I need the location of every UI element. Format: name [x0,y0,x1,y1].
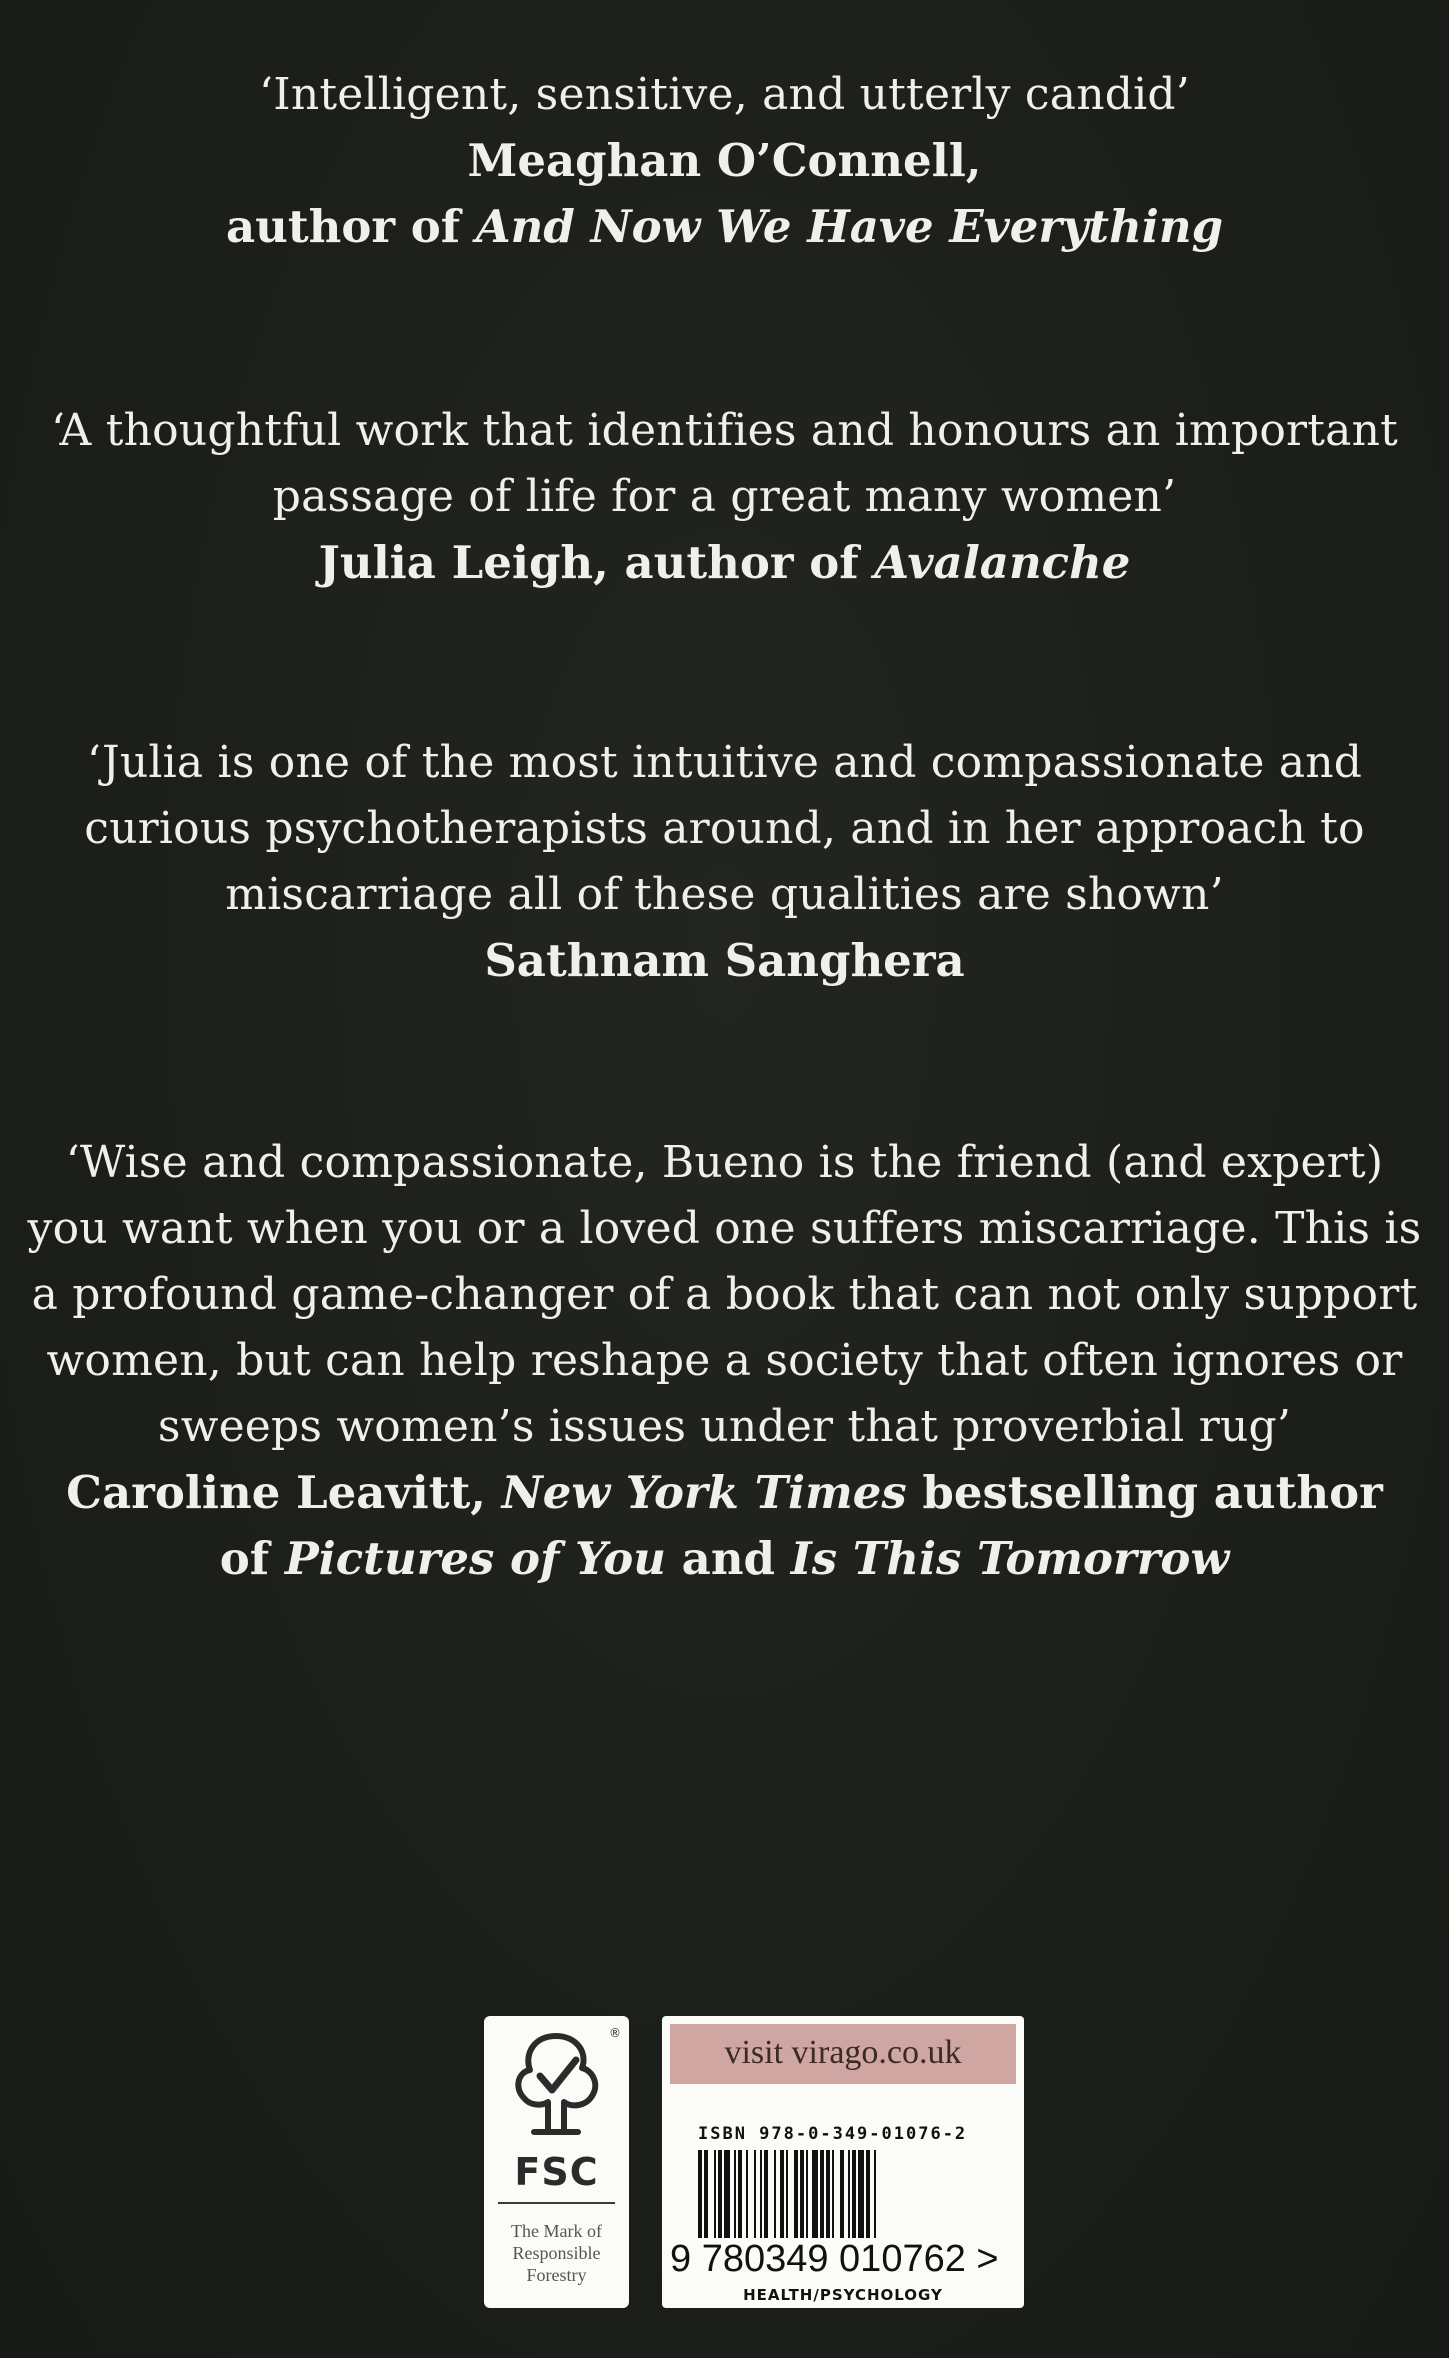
attribution-prefix: Julia Leigh, author of [318,536,875,589]
attribution-role: bestselling author [906,1466,1383,1519]
book-title: And Now We Have Everything [475,200,1224,253]
blurb-attribution-line-2 [0,1526,1449,1592]
blurb-sathnam-sanghera [0,730,1449,994]
barcode-bar [764,2150,768,2238]
blurb-quote-line: ‘Intelligent, sensitive, and utterly candid’ [259,69,1190,120]
barcode-bar [714,2150,716,2238]
barcode-panel [662,2016,1024,2308]
barcode-bar [704,2150,708,2238]
barcode-bar [800,2150,804,2238]
blurb-quote-line: miscarriage all of these qualities are shown’ [225,869,1224,920]
fsc-tagline-line: Forestry [526,2265,587,2285]
tree-check-icon [496,2028,617,2148]
fsc-tagline [490,2220,623,2286]
blurb-quote-line: passage of life for a great many women’ [272,471,1177,522]
fsc-tagline-line: The Mark of [511,2221,602,2241]
barcode-bar [760,2150,762,2238]
blurb-attribution-line-1 [0,1460,1449,1526]
blurb-attribution-work [0,194,1449,260]
barcode-digits: 9 780349 010762 > [670,2238,999,2280]
barcode-bar [746,2150,748,2238]
blurb-quote-line: sweeps women’s issues under that proverbial rug’ [157,1401,1292,1452]
book-title: Is This Tomorrow [790,1532,1230,1585]
book-title: Avalanche [874,536,1131,589]
fsc-label [484,2016,629,2308]
blurb-julia-leigh [0,398,1449,596]
blurb-quote-line: you want when you or a loved one suffers miscarriage. This is [27,1203,1422,1254]
blurb-meaghan-oconnell [0,62,1449,260]
barcode-bar [820,2150,824,2238]
barcode-bar [812,2150,818,2238]
category-label: HEALTH/PSYCHOLOGY [743,2286,943,2304]
publication-title: New York Times [501,1466,907,1519]
barcode-bar [826,2150,830,2238]
barcode-bar [840,2150,844,2238]
fsc-tagline-line: Responsible [512,2243,601,2263]
barcode-bar [858,2150,864,2238]
blurb-attribution [0,530,1449,596]
blurb-caroline-leavitt [0,1130,1449,1592]
barcode-bar [832,2150,834,2238]
barcode-bar [806,2150,808,2238]
blurb-attribution-name: Sathnam Sanghera [484,934,965,987]
fsc-divider [498,2202,615,2204]
blurb-quote-line: ‘Julia is one of the most intuitive and compassionate and [86,737,1363,788]
attribution-name: Caroline Leavitt, [66,1466,502,1519]
barcode-bar [698,2150,702,2238]
blurb-quote-line: a profound game-changer of a book that can not only support [31,1269,1418,1320]
publisher-website[interactable]: visit virago.co.uk [670,2024,1016,2084]
blurb-attribution-name: Meaghan O’Connell, [467,134,982,187]
blurb-quote-line: women, but can help reshape a society that often ignores or [46,1335,1403,1386]
barcode-bar [718,2150,722,2238]
barcode-bar [866,2150,870,2238]
attribution-conjunction: and [666,1532,791,1585]
blurb-quote-line: ‘Wise and compassionate, Bueno is the friend (and expert) [65,1137,1384,1188]
isbn-text: ISBN 978-0-349-01076-2 [698,2124,968,2144]
book-title: Pictures of You [284,1532,667,1585]
barcode-bar [724,2150,730,2238]
blurb-quote-line: curious psychotherapists around, and in her approach to [84,803,1365,854]
barcode-bar [794,2150,798,2238]
barcode-bar [852,2150,856,2238]
barcode-bar [734,2150,736,2238]
barcode-bar [874,2150,876,2238]
registered-mark: ® [609,2026,621,2040]
attribution-prefix: author of [225,200,476,253]
barcode-bar [786,2150,788,2238]
blurb-quote-line: ‘A thoughtful work that identifies and honours an important [51,405,1398,456]
barcode-bar [738,2150,742,2238]
barcode-bar [780,2150,784,2238]
fsc-wordmark: FSC [514,2150,599,2194]
attribution-prefix: of [219,1532,285,1585]
barcode-bar [774,2150,776,2238]
barcode-bars [698,2150,988,2238]
barcode-bar [754,2150,756,2238]
barcode-bar [848,2150,850,2238]
